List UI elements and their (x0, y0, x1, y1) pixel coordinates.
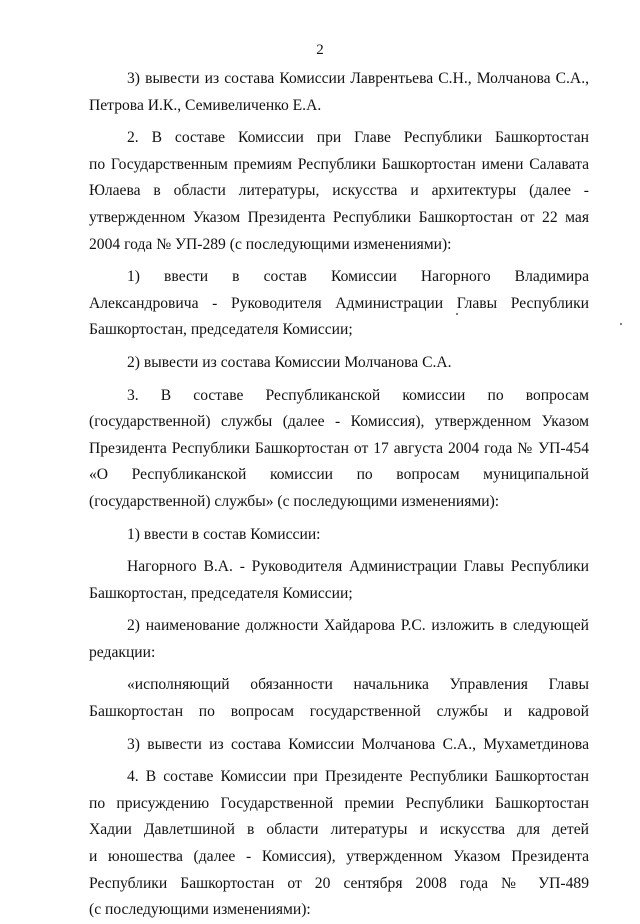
paragraph-line: по Государственным премиям Республики Башкортостан имени Салавата (89, 155, 589, 173)
scan-speck (620, 323, 622, 325)
paragraph-line: 1) ввести в состав Комиссии: (127, 525, 321, 543)
paragraph (89, 66, 589, 119)
paragraph-line: (с последующими изменениями): (89, 901, 311, 919)
paragraph-line: 3) вывести из состава Комиссии Молчанова С.А., Мухаметдинова (127, 735, 589, 753)
paragraph-line: Башкортостан по вопросам государственной службы и кадровой (89, 703, 589, 721)
paragraph-line: Башкортостан, председателя Комиссии; (89, 321, 353, 339)
paragraph-line: 3) вывести из состава Комиссии Лаврентьева С.Н., Молчанова С.А., (127, 70, 589, 87)
paragraph (89, 554, 589, 607)
paragraph-line: Александровича - Руководителя Администрации Главы Республики (89, 294, 589, 312)
paragraph-line: (государственной) службы» (с последующими изменениями): (89, 492, 500, 510)
paragraph-line: 3. В составе Республиканской комиссии по вопросам (127, 386, 589, 404)
paragraph-line: Президента Республики Башкортостан от 17 августа 2004 года № УП-454 (89, 439, 589, 457)
paragraph-line: 2) вывести из состава Комиссии Молчанова С.А. (127, 353, 452, 371)
document-body (89, 66, 589, 924)
paragraph-line: 2) наименование должности Хайдарова Р.С. изложить в следующей (127, 617, 589, 635)
paragraph-line: Республики Башкортостан от 20 сентября 2008 года № УП-489 (89, 874, 589, 892)
paragraph (89, 732, 589, 759)
paragraph (89, 522, 589, 549)
paragraph-line: редакции: (89, 643, 156, 661)
paragraph-line: «О Республиканской комиссии по вопросам муниципальной (89, 466, 589, 484)
paragraph (89, 672, 589, 725)
paragraph (89, 350, 589, 377)
paragraph-line: 2004 года № УП-289 (с последующими изменениями): (89, 235, 452, 253)
paragraph-line: и юношества (далее - Комиссия), утвержденном Указом Президента (89, 848, 589, 866)
paragraph-line: 4. В составе Комиссии при Президенте Республики Башкортостан (127, 768, 589, 786)
paragraph (89, 613, 589, 666)
paragraph-line: утвержденном Указом Президента Республики Башкортостан от 22 мая (89, 208, 589, 226)
paragraph-line: Петрова И.К., Семивеличенко Е.А. (89, 96, 322, 114)
paragraph-line: 1) ввести в состав Комиссии Нагорного Владимира (127, 268, 589, 286)
paragraph-line: Нагорного В.А. - Руководителя Администрации Главы Республики (127, 558, 589, 576)
paragraph-line: Башкортостан, председателя Комиссии; (89, 584, 353, 602)
paragraph (89, 383, 589, 516)
scan-speck (456, 313, 458, 315)
paragraph (89, 764, 589, 924)
paragraph-line: по присуждению Государственной премии Республики Башкортостан (89, 794, 589, 812)
paragraph-line: 2. В составе Комиссии при Главе Республики Башкортостан (127, 129, 589, 147)
paragraph-line: (государственной) службы (далее - Комиссия), утвержденном Указом (89, 413, 589, 431)
paragraph-line: Хадии Давлетшиной в области литературы и искусства для детей (89, 821, 589, 839)
paragraph-line: Юлаева в области литературы, искусства и архитектуры (далее - (89, 182, 589, 200)
paragraph (89, 125, 589, 258)
paragraph-line: «исполняющий обязанности начальника Управления Главы (127, 676, 589, 694)
paragraph (89, 264, 589, 344)
page-number: 2 (316, 42, 324, 58)
